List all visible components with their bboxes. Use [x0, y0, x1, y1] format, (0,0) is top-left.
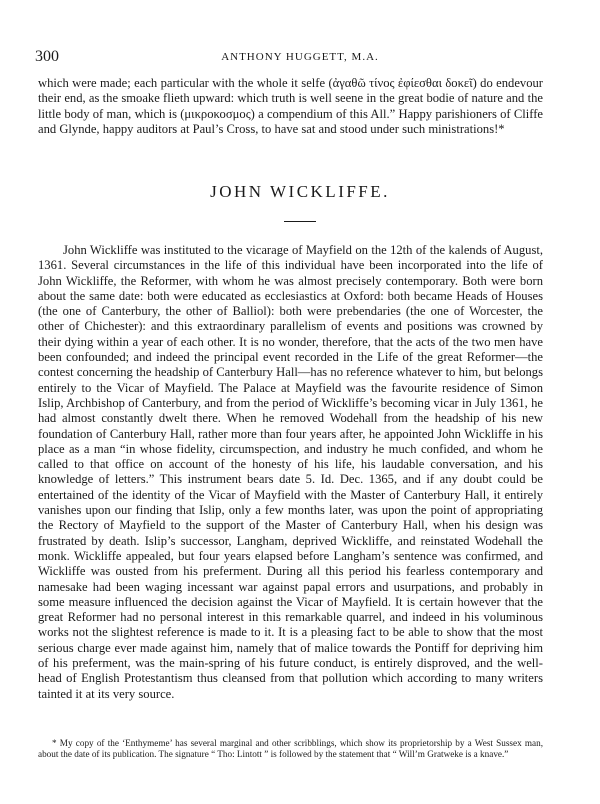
chapter-title: JOHN WICKLIFFE. [210, 182, 390, 201]
running-head [35, 48, 565, 70]
page-number: 300 [35, 48, 59, 65]
intro-text [38, 76, 543, 137]
running-title: ANTHONY HUGGETT, M.A. [221, 51, 379, 63]
main-text [38, 243, 543, 702]
title-rule [284, 221, 316, 222]
intro-paragraph: which were made; each particular with the whole it selfe (ἀγαθῶ τίνος ἐφίεσθαι δοκεῖ) do endevour their end, as the smoake flieth upward: which truth is well seene in the great bodie of nature and the little body of man, which is (μικροκοσμος) a compendium of this All.” Happy parishioners of Cliffe and Glynde, happy auditors at Paul’s Cross, to have sat and stood under such ministrations!* [38, 76, 543, 136]
footnote-text: * My copy of the ‘Enthymeme’ has several marginal and other scribblings, which show its proprietorship by a West Sussex man, about the date of its publication. The signature “ Tho: Lintott ” is followed by the statement that “ Will’m Gratweke is a knave.” [38, 738, 543, 759]
main-paragraph: John Wickliffe was instituted to the vicarage of Mayfield on the 12th of the kalends of August, 1361. Several circumstances in the life of this individual have been incorporated into the life of John Wickliffe, the Reformer, with whom he was almost precisely contemporary. Both were born about the same date: both were educated as ecclesiastics at Oxford: both became Heads of Houses (the one of Canterbury, the other of Balliol): both were prebendaries (the one of Worcester, the other of Chichester): and this extraordinary parallelism of events and positions was crowned by their dying within a year of each other. It is no wonder, therefore, that the acts of the two men have been confounded; and indeed the principal event recorded in the Life of the great Reformer—the contest concerning the headship of Canterbury Hall—has no reference whatever to him, but belongs entirely to the Vicar of Mayfield. The Palace at Mayfield was the favourite residence of Simon Islip, Archbishop of Canterbury, and from the period of Wickliffe’s becoming vicar in July 1361, he had almost constantly dwelt there. When he removed Wodehall from the headship of his new foundation of Canterbury Hall, rather more than four years after, he appointed John Wickliffe in his place as a man “in whose fidelity, circumspection, and industry he much confided, and whom he called to that office on account of the honesty of his life, his laudable conversation, and his knowledge of letters.” This instrument bears date 5. Id. Dec. 1365, and if any doubt could be entertained of the identity of the Vicar of Mayfield with the Master of Canterbury Hall, it entirely vanishes upon our finding that Islip, only a few months later, was upon the point of appropriating the Rectory of Mayfield to the support of the Master of Canterbury Hall, when his design was frustrated by death. Islip’s successor, Langham, deprived Wickliffe, and reinstated Wodehall the monk. Wickliffe appealed, but four years elapsed before Langham’s sentence was confirmed, and Wickliffe was ousted from his preferment. During all this period his fearless contemporary and namesake had been waging incessant war against papal errors and usurpations, and probably in some measure influenced the decision against the Vicar of Mayfield. It is certain however that the great Reformer had no personal interest in this remarkable quarrel, and indeed in his voluminous works not the slightest reference is made to it. It is a pleasing fact to be able to show that the most serious charge ever made against him, namely that of malice towards the Pontiff for depriving him of his preferment, was the main-spring of his future conduct, is entirely disproved, and the well-head of English Protestantism thus cleansed from that pollution which according to many writers tainted it at its very source. [38, 243, 543, 701]
footnote [38, 738, 543, 760]
